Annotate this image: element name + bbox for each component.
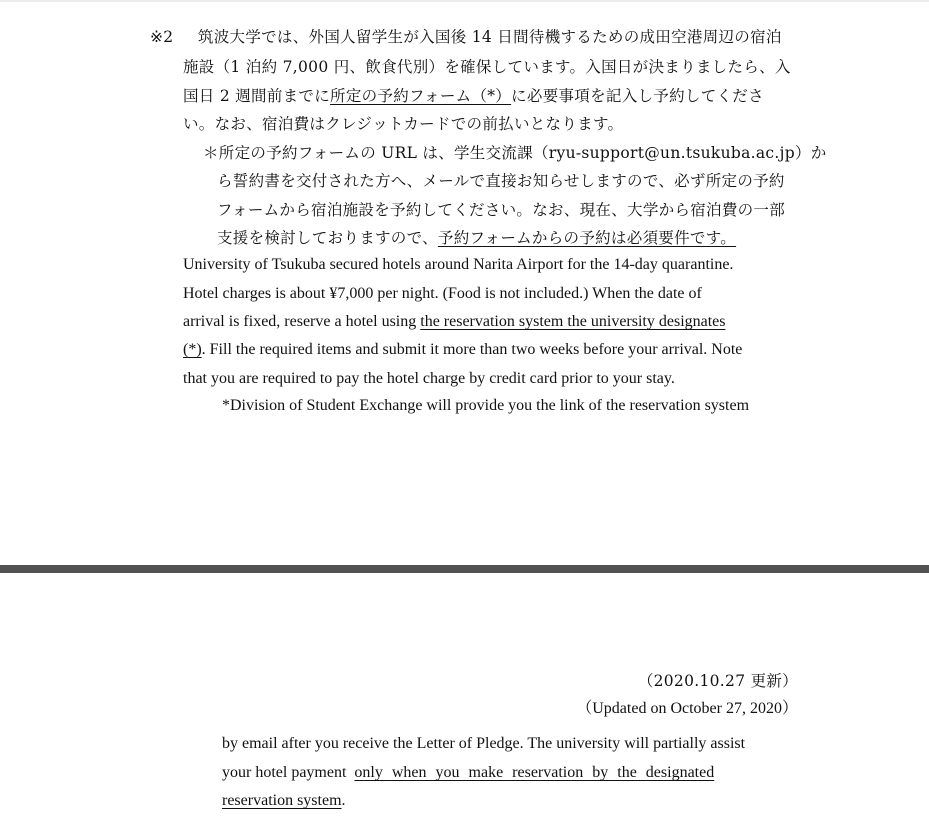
page-top-border [0, 0, 929, 2]
asterisk-reference-underlined: (*) [183, 341, 202, 358]
english-line-3: arrival is fixed, reserve a hotel using the reservation system the university designates [183, 313, 726, 330]
note-2-sub-line-4: 支援を検討しておりますので、予約フォームからの予約は必須要件です。 [217, 229, 737, 247]
note-2-line-3: 国日 2 週間前までに所定の予約フォーム（*）に必要事項を記入し予約してくださ [183, 87, 764, 105]
page-break-divider [0, 565, 929, 573]
reservation-form-underlined: 所定の予約フォーム（*） [330, 87, 512, 105]
continued-line-3: reservation system. [222, 792, 346, 809]
designated-system-underlined: the reservation system the university designates [420, 313, 726, 330]
english-line-4: (*). Fill the required items and submit it more than two weeks before your arrival. Note [183, 341, 743, 358]
required-condition-underlined: 予約フォームからの予約は必須要件です。 [437, 229, 737, 247]
reservation-system-underlined: reservation system [222, 792, 342, 809]
english-sub-line-1: *Division of Student Exchange will provide you the link of the reservation system [222, 397, 750, 414]
english-line-1: University of Tsukuba secured hotels around Narita Airport for the 14-day quarantine. [183, 256, 734, 273]
update-date-jp: （2020.10.27 更新） [637, 672, 798, 690]
note-2-sub-line-1: ＊所定の予約フォームの URL は、学生交流課（ryu-support@un.tsukuba.ac.jp）か [203, 144, 827, 162]
english-line-5: that you are required to pay the hotel charge by credit card prior to your stay. [183, 370, 675, 387]
english-line-2: Hotel charges is about ¥7,000 per night. (Food is not included.) When the date of [183, 285, 702, 302]
note-2-marker: ※2 [150, 28, 174, 46]
designated-only-underlined: only when you make reservation by the designated [354, 764, 715, 781]
continued-line-2: your hotel payment only when you make reservation by the designated [222, 764, 715, 781]
note-2-sub-line-3: フォームから宿泊施設を予約してください。なお、現在、大学から宿泊費の一部 [217, 201, 786, 219]
update-date-en: （Updated on October 27, 2020） [576, 700, 798, 717]
continued-line-1: by email after you receive the Letter of Pledge. The university will partially assist [222, 735, 746, 752]
note-2-line-4: い。なお、宿泊費はクレジットカードでの前払いとなります。 [183, 115, 624, 133]
note-2-sub-line-2: ら誓約書を交付された方へ、メールで直接お知らせしますので、必ず所定の予約 [217, 172, 785, 190]
note-2-line-2: 施設（1 泊約 7,000 円、飲食代別）を確保しています。入国日が決まりましたら、入 [183, 58, 791, 76]
note-2-line-1: ※2 筑波大学では、外国人留学生が入国後 14 日間待機するための成田空港周辺の宿泊 [150, 28, 782, 46]
